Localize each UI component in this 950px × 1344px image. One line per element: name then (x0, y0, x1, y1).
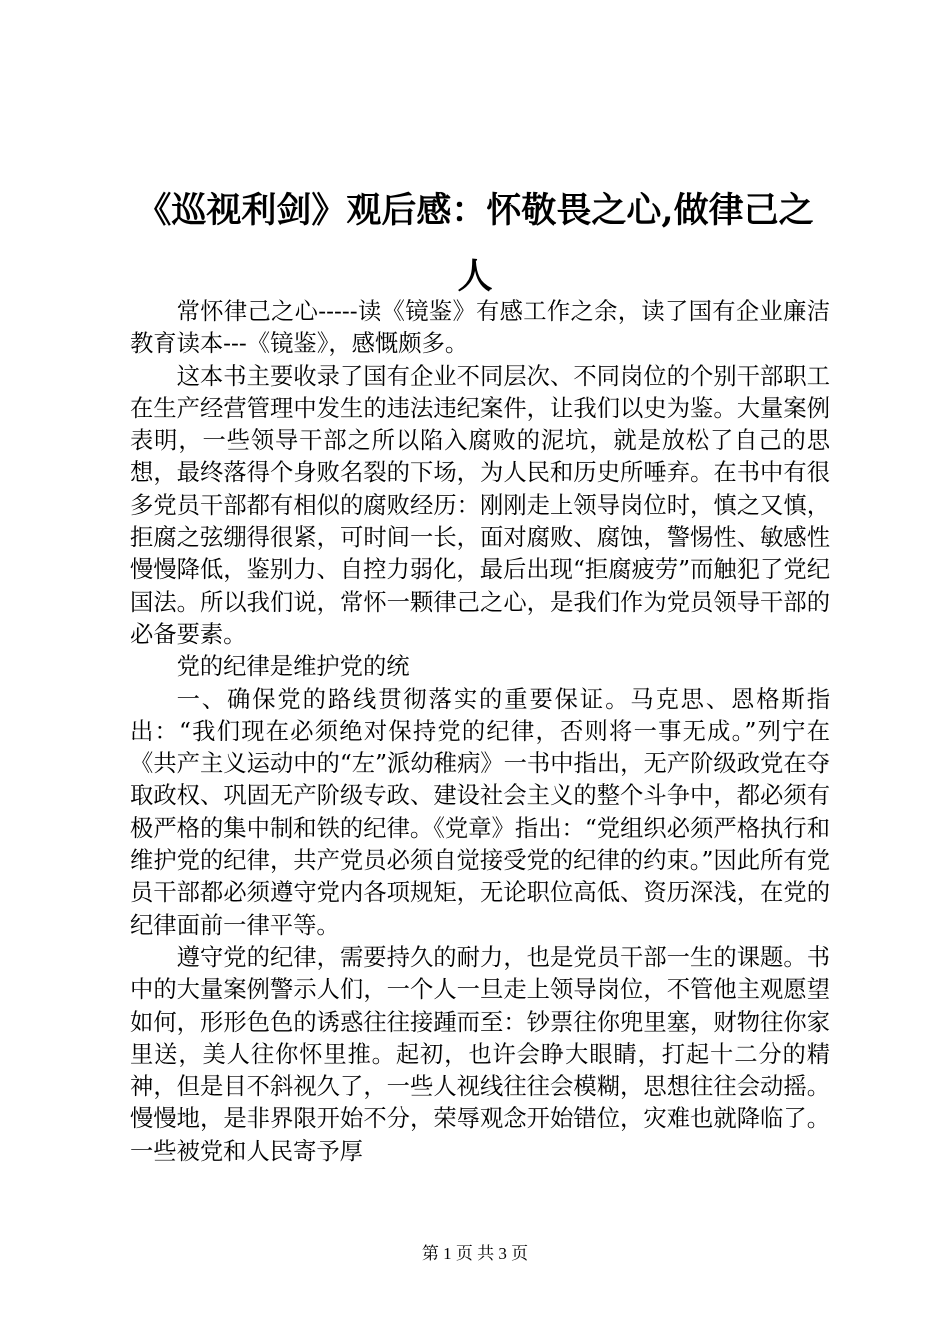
document-title: 《巡视利剑》观后感：怀敬畏之心,做律己之人 (136, 190, 814, 297)
paragraph-intro: 常怀律己之心-----读《镜鉴》有感工作之余，读了国有企业廉洁教育读本---《镜鉴》，感慨颇多。 (130, 298, 830, 358)
paragraph-section-one: 一、确保党的路线贯彻落实的重要保证。马克思、恩格斯指出：“我们现在必须绝对保持党的纪律，否则将一事无成。”列宁在《共产主义运动中的“左”派幼稚病》一书中指出，无产阶级政党在夺取政权、巩固无产阶级专政、建设社会主义的整个斗争中，都必须有极严格的集中制和铁的纪律。《党章》指出：“党组织必须严格执行和维护党的纪律，共产党员必须自觉接受党的纪律的约束。”因此所有党员干部都必须遵守党内各项规矩，无论职位高低、资历深浅，在党的纪律面前一律平等。 (130, 685, 830, 939)
page-number-footer: 第 1 页 共 3 页 (421, 1244, 529, 1263)
paragraph-book-summary: 这本书主要收录了国有企业不同层次、不同岗位的个别干部职工在生产经营管理中发生的违法违纪案件，让我们以史为鉴。大量案例表明，一些领导干部之所以陷入腐败的泥坑，就是放松了自己的思想，最终落得个身败名裂的下场，为人民和历史所唾弃。在书中有很多党员干部都有相似的腐败经历：刚刚走上领导岗位时，慎之又慎，拒腐之弦绷得很紧，可时间一长，面对腐败、腐蚀，警惕性、敏感性慢慢降低，鉴别力、自控力弱化，最后出现“拒腐疲劳”而触犯了党纪国法。所以我们说，常怀一颗律己之心，是我们作为党员领导干部的必备要素。 (130, 362, 830, 648)
paragraph-discipline-heading: 党的纪律是维护党的统 (176, 653, 410, 681)
document-body (130, 296, 830, 1168)
paragraph-endurance: 遵守党的纪律，需要持久的耐力，也是党员干部一生的课题。书中的大量案例警示人们，一个人一旦走上领导岗位，不管他主观愿望如何，形形色色的诱惑往往接踵而至：钞票往你兜里塞，财物往你家里送，美人往你怀里推。起初，也许会睁大眼睛，打起十二分的精神，但是目不斜视久了，一些人视线往往会模糊，思想往往会动摇。慢慢地，是非界限开始不分，荣辱观念开始错位，灾难也就降临了。一些被党和人民寄予厚 (130, 943, 830, 1165)
